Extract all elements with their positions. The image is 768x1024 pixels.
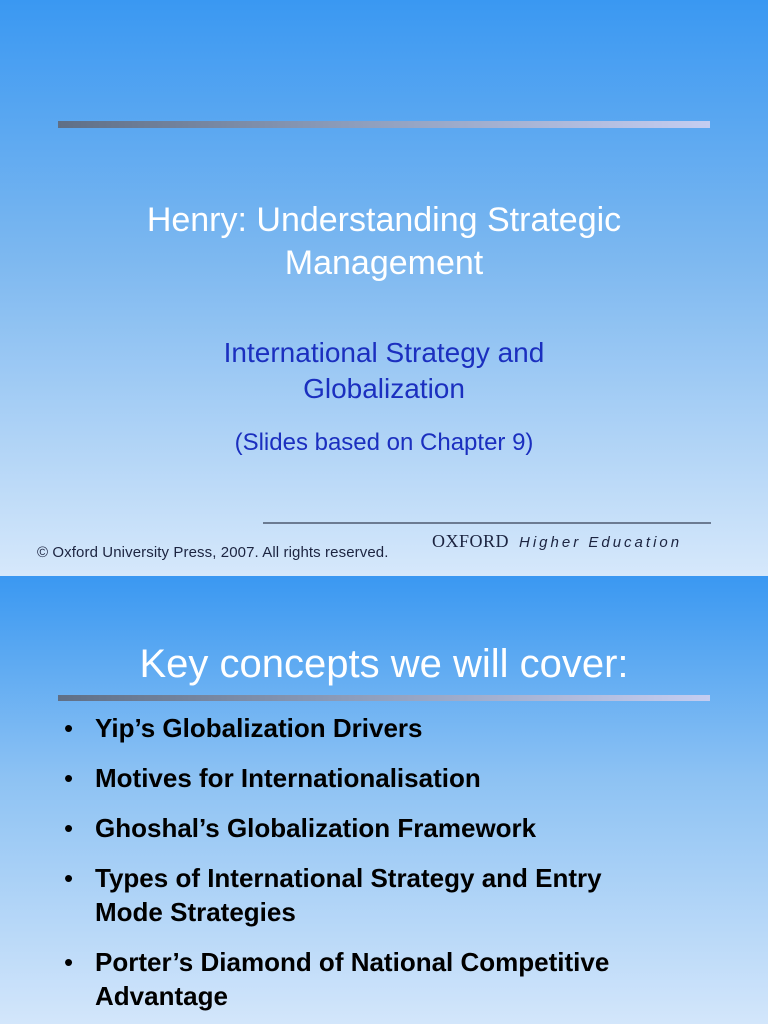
key-concepts-slide bbox=[0, 576, 768, 1024]
list-item bbox=[64, 811, 714, 845]
list-item-text-line-1: Porter’s Diamond of National Competitive bbox=[95, 947, 610, 977]
presentation-title-line-2: Management bbox=[284, 244, 484, 282]
publisher-logo bbox=[432, 531, 682, 552]
bullet-icon: • bbox=[64, 763, 74, 793]
bullet-icon: • bbox=[64, 947, 74, 977]
presentation-subtitle-line-2: Globalization bbox=[303, 373, 465, 404]
list-item-text-line-2: Advantage bbox=[95, 981, 228, 1011]
presentation-title bbox=[0, 199, 768, 285]
list-item bbox=[64, 761, 714, 795]
bullet-icon: • bbox=[64, 713, 74, 743]
list-item bbox=[64, 711, 714, 745]
presentation-subtitle-line-1: International Strategy and bbox=[223, 337, 545, 368]
copyright-notice: © Oxford University Press, 2007. All rights reserved. bbox=[37, 544, 389, 561]
footer-rule bbox=[263, 522, 711, 524]
list-item bbox=[64, 945, 714, 1013]
chapter-note: (Slides based on Chapter 9) bbox=[234, 429, 534, 456]
header-rule bbox=[58, 121, 710, 128]
list-item-text-line-1: Types of International Strategy and Entry bbox=[95, 863, 602, 893]
title-rule bbox=[58, 695, 710, 701]
list-item-text-line-2: Mode Strategies bbox=[95, 897, 296, 927]
publisher-name: OXFORD bbox=[432, 531, 510, 551]
presentation-subtitle bbox=[0, 335, 768, 407]
bullet-icon: • bbox=[64, 863, 74, 893]
bullet-icon: • bbox=[64, 813, 74, 843]
publisher-tagline: Higher Education bbox=[519, 534, 683, 551]
list-item-text: Ghoshal’s Globalization Framework bbox=[95, 813, 537, 843]
concept-list bbox=[64, 711, 714, 1024]
list-item-text: Yip’s Globalization Drivers bbox=[95, 713, 423, 743]
list-item bbox=[64, 861, 714, 929]
slide-title: Key concepts we will cover: bbox=[139, 642, 629, 686]
list-item-text: Motives for Internationalisation bbox=[95, 763, 481, 793]
presentation-title-line-1: Henry: Understanding Strategic bbox=[146, 201, 622, 239]
